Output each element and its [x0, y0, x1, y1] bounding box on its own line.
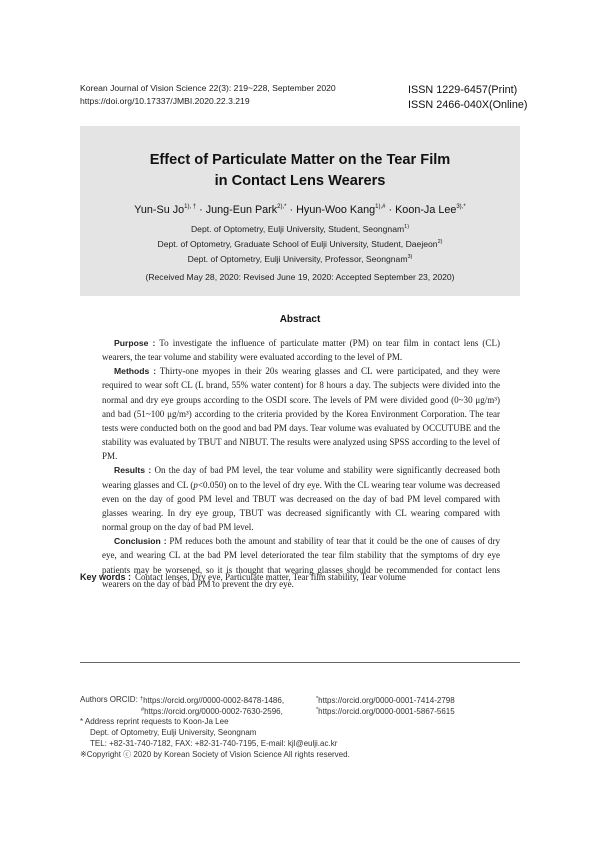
keywords-text: Contact lenses, Dry eye, Particulate matter, Tear film stability, Tear volume	[135, 572, 406, 582]
doi-link[interactable]: https://doi.org/10.17337/JMBI.2020.22.3.219	[80, 96, 250, 106]
orcid-url[interactable]: https://orcid.org/0000-0001-5867-5615	[318, 707, 455, 716]
issn-print: ISSN 1229-6457(Print)	[408, 84, 518, 96]
abstract-heading: Abstract	[279, 314, 321, 325]
affiliation	[80, 254, 520, 264]
abstract-results	[102, 463, 500, 534]
received-dates: (Received May 28, 2020: Revised June 19, 2020: Accepted September 23, 2020)	[145, 272, 455, 282]
reprint-contact: TEL: +82-31-740-7182, FAX: +82-31-740-7195, E-mail: kjl@eulji.ac.kr	[90, 739, 338, 748]
author-mark: 1), †	[184, 204, 197, 210]
orcid-mark: #	[141, 707, 145, 713]
abstract-body	[102, 336, 500, 591]
orcid-url[interactable]: https://orcid.org//0000-0002-8478-1486,	[143, 696, 285, 705]
author-separator: ·	[286, 204, 297, 216]
title-line-2: in Contact Lens Wearers	[214, 173, 386, 189]
methods-text: ) and bad (51~100	[102, 394, 500, 419]
unit: μg/m³	[475, 394, 497, 405]
methods-text: ) according to the criteria provided by the Korea Environment Corporation. The tear tests were conducted both on the good and bad PM days. Tear volume was evaluated by OCCUTUBE and the stability was evaluated by TBUT and NIBUT. The results were analyzed using SPSS according to the level of PM.	[102, 408, 500, 462]
p-value-symbol: p	[193, 479, 198, 490]
journal-citation: Korean Journal of Vision Science 22(3): 219~228, September 2020	[80, 83, 336, 93]
author-name: Koon-Ja Lee	[395, 204, 457, 216]
keywords-label: Key words :	[80, 572, 132, 582]
methods-text: Thirty-one myopes in their 20s wearing glasses and CL were participated, and they were required to wear soft CL (L brand, 55% water content) for 8 hours a day. The subjects were divided into the normal and dry eye groups according to the OSDI score. The levels of PM were divided good (0~30	[102, 366, 500, 405]
title-line-1: Effect of Particulate Matter on the Tear Film	[149, 152, 451, 168]
orcid-mark: *	[316, 707, 319, 713]
footnote-divider	[80, 662, 520, 663]
author-name: Jung-Eun Park	[205, 204, 278, 216]
results-text: <0.050) on to the level of dry eye. With the CL wearing tear volume was decreased even on the day of good PM level and TBUT was decreased on the day of bad PM level compared with glasses wearing. In dry eye group, TBUT was decreased significantly with CL wearing compared with normal group on the day of bad PM level.	[102, 479, 500, 533]
abstract-purpose	[102, 336, 500, 364]
affiliation-text: Dept. of Optometry, Eulji University, Student, Seongnam	[190, 224, 405, 234]
copyright-notice: ※Copyright ⓒ 2020 by Korean Society of Vision Science All rights reserved.	[80, 750, 350, 759]
purpose-text: To investigate the influence of particulate matter (PM) on tear film in contact lens (CL) wearers, the tear volume and stability were evaluated according to the level of PM.	[102, 338, 500, 363]
conclusion-label: Conclusion :	[114, 536, 167, 547]
purpose-label: Purpose :	[114, 338, 156, 348]
author-separator: ·	[196, 204, 206, 216]
author-name: Hyun-Woo Kang	[296, 204, 376, 216]
orcid-entry[interactable]	[316, 705, 455, 717]
affiliation-mark: 3)	[407, 254, 413, 260]
conclusion-text: PM reduces both the amount and stability of tear that it could be the one of causes of dry eye, and wearing CL at the bad PM level deteriorated the tear film stability that the symptoms of dry eye patients may be worsened, so it is thought that wearing glasses should be recommended for contact lens wearers on the day of bad PM to prevent the dry eye.	[102, 536, 500, 589]
affiliation-mark: 2)	[437, 239, 443, 245]
results-label: Results :	[114, 465, 152, 476]
journal-header	[80, 82, 336, 108]
reprint-department: Dept. of Optometry, Eulji University, Seongnam	[90, 728, 257, 737]
keywords	[80, 572, 406, 582]
results-text: On the day of bad PM level, the tear volume and stability were significantly decreased both wearing glasses and CL (	[102, 465, 501, 490]
orcid-label: Authors ORCID:	[80, 695, 138, 704]
author-mark: 1),#	[375, 204, 386, 210]
orcid-mark: †	[140, 696, 144, 702]
orcid-url[interactable]: https://orcid.org/0000-0001-7414-2798	[318, 696, 455, 705]
author-name: Yun-Su Jo	[134, 204, 185, 216]
unit: μg/m³	[167, 408, 189, 419]
affiliation	[80, 239, 520, 249]
orcid-mark: *	[316, 696, 319, 702]
author-mark: 3),*	[456, 204, 466, 210]
methods-label: Methods :	[114, 366, 157, 377]
abstract-conclusion	[102, 534, 500, 591]
abstract-methods	[102, 364, 500, 463]
issn-block	[408, 83, 527, 113]
affiliation-mark: 1)	[404, 224, 410, 230]
affiliation	[80, 224, 520, 234]
affiliation-text: Dept. of Optometry, Eulji University, Professor, Seongnam	[187, 254, 408, 264]
issn-online: ISSN 2466-040X(Online)	[408, 99, 528, 111]
author-list	[80, 204, 520, 216]
paper-title	[80, 150, 520, 192]
orcid-url[interactable]: https://orcid.org/0000-0002-7630-2596,	[144, 707, 283, 716]
title-box	[80, 126, 520, 296]
affiliation-text: Dept. of Optometry, Graduate School of Eulji University, Student, Daejeon	[157, 239, 438, 249]
reprint-request: * Address reprint requests to Koon-Ja Lee	[80, 717, 229, 726]
author-separator: ·	[385, 204, 396, 216]
author-mark: 2),*	[277, 204, 287, 210]
